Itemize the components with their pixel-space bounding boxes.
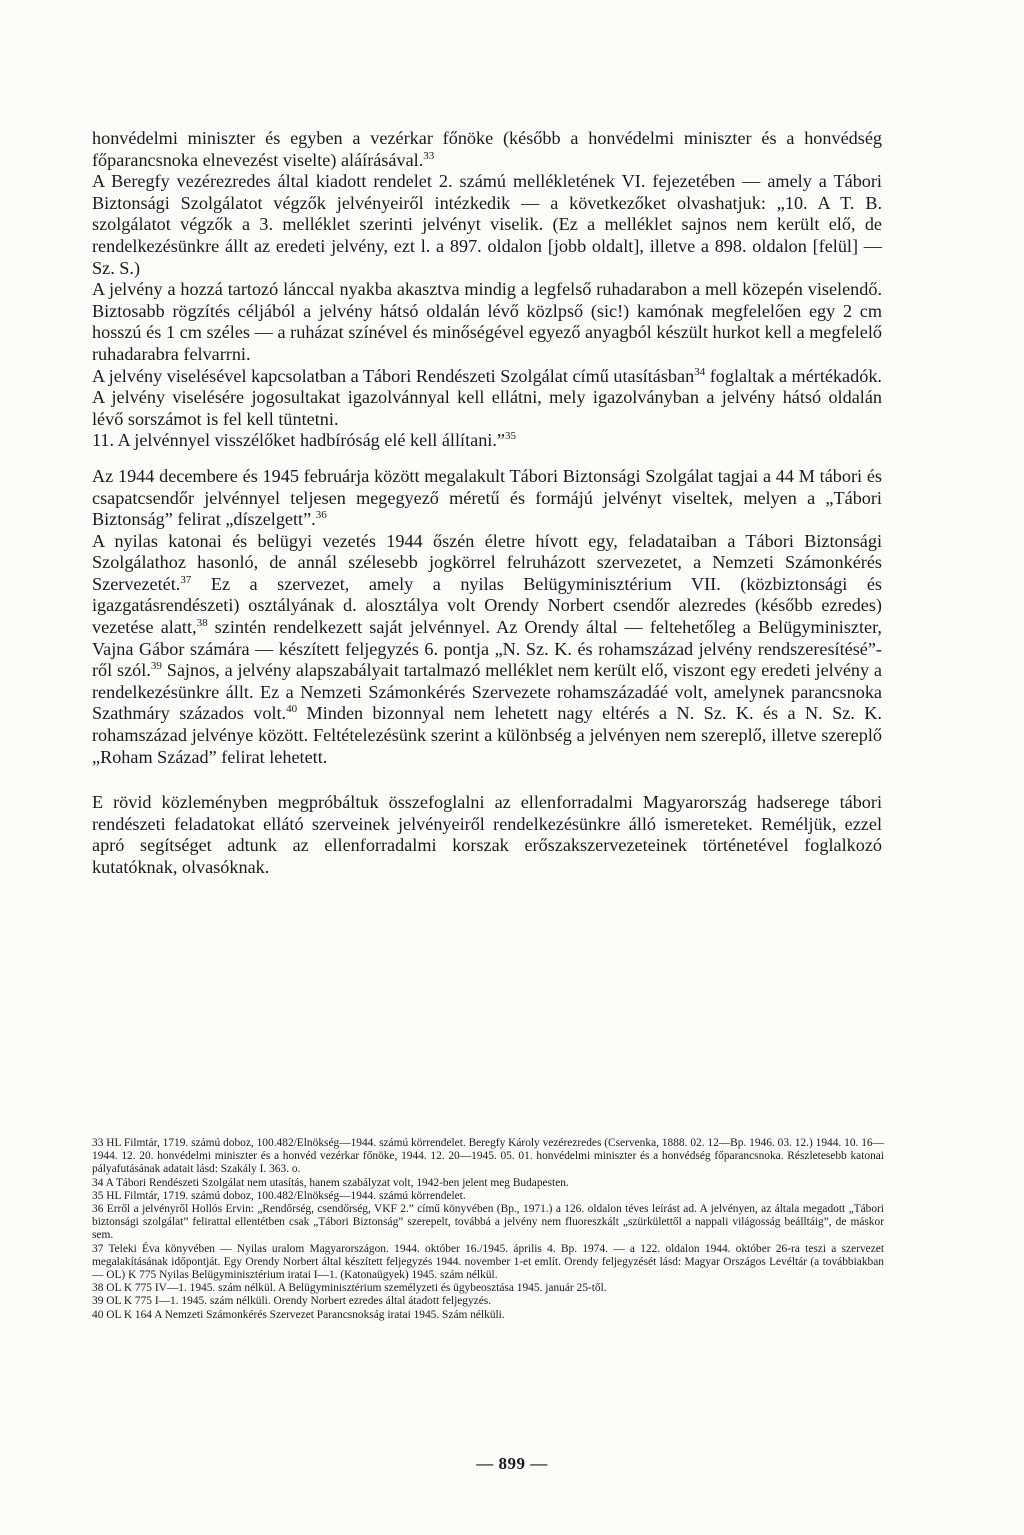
footnote-40: 40 OL K 164 A Nemzeti Számonkérés Szervezet Parancsnokság iratai 1945. Szám nélküli.	[92, 1308, 505, 1321]
footnote-ref: 40	[286, 703, 298, 716]
paragraph-text: foglaltak a mértékadók.	[705, 365, 882, 386]
paragraph-9	[92, 792, 882, 878]
footnote-ref: 38	[196, 617, 208, 629]
paragraph-text: A nyilas katonai és belügyi vezetés 1944 őszén életre hívott egy, feladataiban a Tábori Biztonsági Szolgálathoz hasonló, de annál szélesebb jogkörrel felruházott szervezetet, a Nemzeti Számonkérés Szervezetét.	[92, 530, 882, 594]
footnote-ref: 37	[180, 573, 192, 586]
footnote-ref: 36	[315, 509, 327, 522]
paragraph-text: honvédelmi miniszter és egyben a vezérkar főnöke (később a honvédelmi miniszter és a honvédség főparancsnoka elnevezést viselte) aláírásával.	[92, 128, 882, 170]
main-text	[92, 128, 882, 879]
paragraph-text: A jelvény a hozzá tartozó lánccal nyakba akasztva mindig a legfelső ruhadarabon a mell közepén viselendő. Biztosabb rögzítés céljából a jelvény hátsó oldalán lévő közlpső (sic!) kamónak megfelelően egy 2 cm hosszú és 1 cm széles — a ruházat színével és minőségével egyező anyagból készült hurkot kell a megfelelő ruhadarabra felvarrni.	[92, 279, 882, 364]
footnote-35: 35 HL Filmtár, 1719. számú doboz, 100.482/Elnökség—1944. számú körrendelet.	[92, 1189, 466, 1202]
footnote-34: 34 A Tábori Rendészeti Szolgálat nem utasítás, hanem szabályzat volt, 1942-ben jelent meg Budapesten.	[92, 1176, 569, 1189]
paragraph-text: A Beregfy vezérezredes által kiadott rendelet 2. számú mellékletének VI. fejezetében — amely a Tábori Biztonsági Szolgálatot végzők jelvényeiről intézkedik — a következőket olvashatjuk: „10. A T. B. szolgálatot végzők a 3. melléklet szerinti jelvényt viselik. (Ez a melléklet sajnos nem került elő, de rendelkezésünkre állt az eredeti jelvény, ezt l. a 897. oldalon [jobb oldalt], illetve a 898. oldalon [felül] — Sz. S.)	[92, 171, 882, 278]
spacer	[92, 768, 882, 792]
footnote-ref: 34	[694, 365, 706, 378]
paragraph-text: Az 1944 decembere és 1945 februárja között megalakult Tábori Biztonsági Szolgálat tagjai a 44 M tábori és csapatcsendőr jelvénnyel teljesen megegyező méretű és formájú jelvényt viseltek, melyen a „Tábori Biztonság” felirat „díszelgett”.	[92, 465, 882, 530]
footnotes	[92, 1137, 884, 1322]
footnote-37: 37 Teleki Éva könyvében — Nyilas uralom Magyarországon. 1944. október 16./1945. április 4. Bp. 1974. — a 122. oldalon 1944. október 26-ra teszi a szervezet megalakításának időpontját. Egy Orendy Norbert által készített feljegyzés 1944. november 1-et említ. Orendy feljegyzését lásd: Magyar Országos Levéltár (a továbbiakban — OL) K 775 Nyilas Belügyminisztérium iratai I—1. (Katonaügyek) 1945. szám nélkül.	[92, 1242, 884, 1282]
paragraph-text: A jelvény viselésével kapcsolatban a Tábori Rendészeti Szolgálat című utasításban	[92, 365, 695, 386]
footnote-38: 38 OL K 775 IV—1. 1945. szám nélkül. A Belügyminisztérium személyzeti és ügybeosztása 1945. január 25-től.	[92, 1282, 607, 1295]
paragraph-7	[92, 466, 882, 531]
spacer	[92, 452, 882, 466]
paragraph-5	[92, 387, 882, 430]
footnote-39: 39 OL K 775 I—1. 1945. szám nélküli. Orendy Norbert ezredes által átadott feljegyzés.	[92, 1295, 492, 1308]
paragraph-text: A jelvény viselésére jogosultakat igazolvánnyal kell ellátni, mely igazolványban a jelvény hátsó oldalán lévő sorszámot is fel kell tüntetni.	[92, 387, 882, 429]
footnote-ref: 33	[423, 149, 435, 162]
page-number: — 899 —	[476, 1454, 548, 1473]
paragraph-2	[92, 171, 882, 279]
paragraph-3	[92, 279, 882, 365]
paragraph-text: 11. A jelvénnyel visszélőket hadbíróság elé kell állítani.”	[92, 430, 505, 451]
paragraph-text: Minden bizonnyal nem lehetett nagy eltérés a N. Sz. K. és a N. Sz. K. rohamszázad jelvénye között. Feltételezésünk szerint a különbség a jelvényen nem szereplő, illetve szereplő „Roham Század” felirat lehetett.	[92, 703, 882, 767]
footnote-ref: 35	[504, 430, 516, 443]
footnote-33: 33 HL Filmtár, 1719. számú doboz, 100.482/Elnökség—1944. számú körrendelet. Beregfy Károly vezérezredes (Cservenka, 1888. 02. 12—Bp. 1946. 03. 12.) 1944. 10. 16—1944. 12. 20. honvédelmi miniszter és a honvéd vezérkar főnöke, 1944. 12. 20—1945. 05. 01. honvédelmi miniszter és a honvédség főparancsnoka. Részletesebb katonai pályafutásának adatait lásd: Szakály I. 363. o.	[92, 1137, 884, 1176]
paragraph-text: Ez a szervezet, amely a nyilas Belügyminisztérium VII. (közbiztonsági és igazgatásrendészeti) osztályának d. alosztálya volt Orendy Norbert csendőr alezredes (később ezredes) vezetése alatt,	[92, 573, 882, 638]
paragraph-8	[92, 531, 882, 769]
footnote-36: 36 Erről a jelvényről Hollós Ervin: „Rendőrség, csendőrség, VKF 2.” című könyvében (Bp., 1971.) a 126. oldalon téves leírást ad. A jelvényen, az általa megadott „Tábori biztonsági szolgálat” felirattal ellentétben csak „Tábori Biztonság” szerepelt, továbbá a jelvény nem fluoreszkált „szürkülettől a nappali világosság beálltáig”, de máskor sem.	[92, 1203, 884, 1242]
paragraph-text: Sajnos, a jelvény alapszabályait tartalmazó melléklet nem került elő, viszont egy eredeti jelvény a rendelkezésünkre állt. Ez a Nemzeti Számonkérés Szervezete rohamszázadáé volt, amelynek parancsnoka Szathmáry százados volt.	[92, 660, 882, 724]
paragraph-4	[92, 366, 882, 388]
paragraph-1	[92, 128, 882, 171]
paragraph-text: szintén rendelkezett saját jelvénnyel. Az Orendy által — feltehetőleg a Belügyminiszter, Vajna Gábor számára — készített feljegyzés 6. pontja „N. Sz. K. és rohamszázad jelvény rendszeresítésé”-ről szól.	[92, 617, 882, 681]
paragraph-6	[92, 430, 882, 452]
paragraph-text: E rövid közleményben megpróbáltuk összefoglalni az ellenforradalmi Magyarország hadserege tábori rendészeti feladatokat ellátó szerveinek jelvényeiről rendelkezésünkre álló ismereteket. Reméljük, ezzel apró segítséget adtunk az ellenforradalmi korszak erőszakszervezeteinek történetével foglalkozó kutatóknak, olvasóknak.	[92, 792, 882, 877]
footnote-ref: 39	[150, 660, 162, 673]
